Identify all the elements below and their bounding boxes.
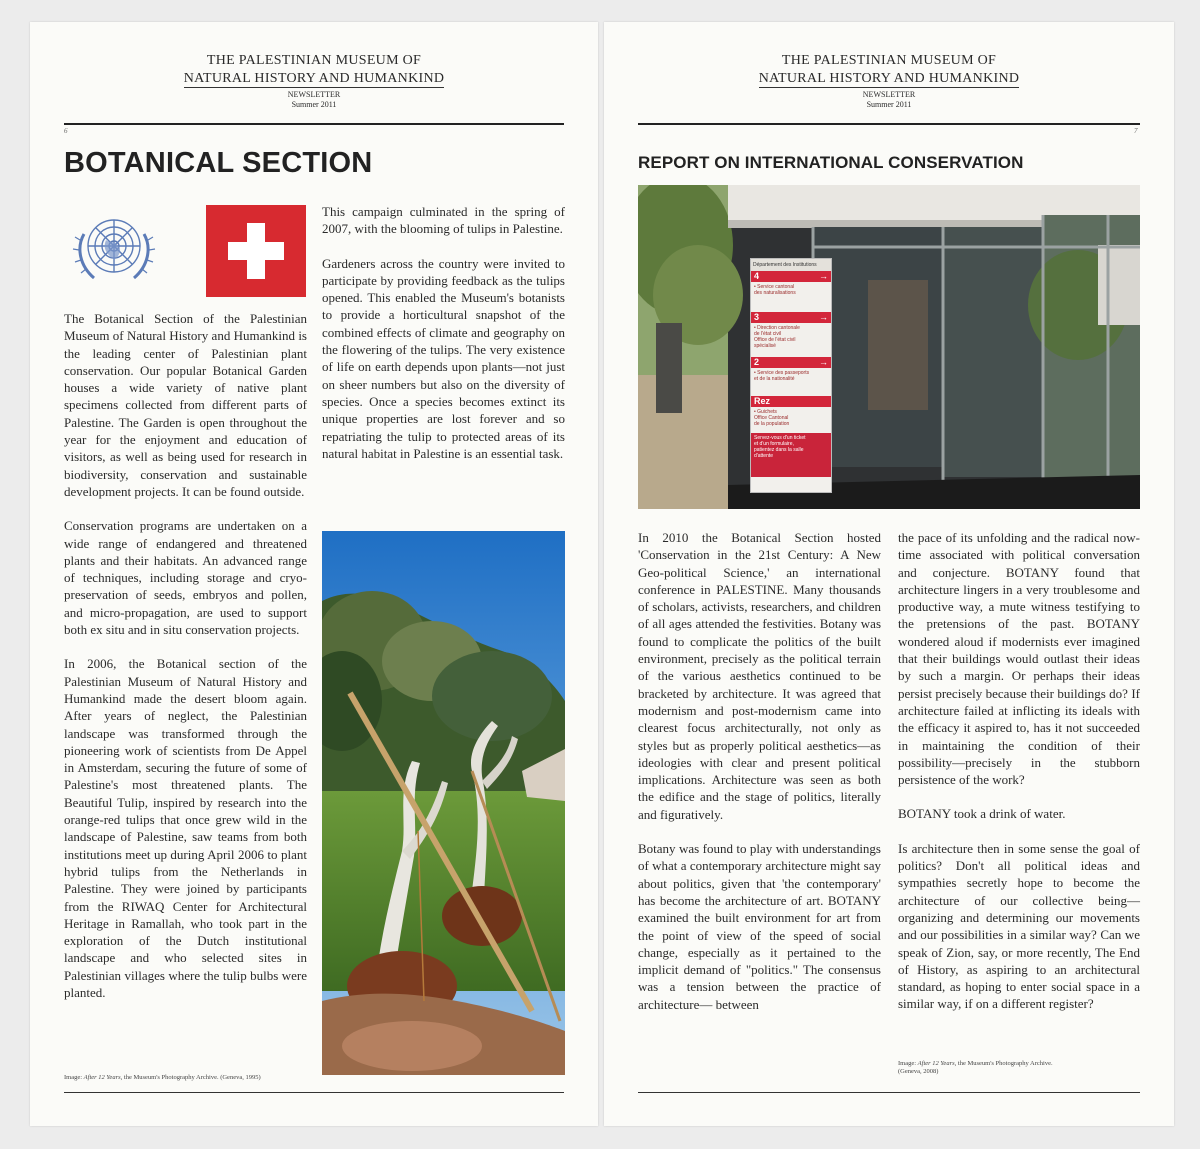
top-rule xyxy=(638,123,1140,125)
left-column-1 xyxy=(64,310,307,1018)
page-number: 6 xyxy=(64,127,68,135)
directory-sign xyxy=(750,258,832,493)
paragraph: In 2010 the Botanical Section hosted 'Conservation in the 21st Century: A New Geo-political Science,' an international conference in PALESTINE. Many thousands of scholars, activists, researchers, and children of all ages attended the festivities. Botany was found to complicate the politics of the built environment, precisely as the political terrain of the various aesthetics continued to be bracketed by architecture. It was agreed that modernism and post-modernism came into clearest focus architecturally, not only as styles but as properly political aesthetics—as ideologies with clear and present political implications. Architecture was seen as both the edifice and the stage of politics, literally and figuratively. xyxy=(638,530,881,822)
sign-floor: 4 → • Service cantonal des naturalisations xyxy=(751,271,831,312)
swiss-flag-icon xyxy=(206,205,306,297)
building-entrance-photo xyxy=(638,185,1140,509)
section-title: BOTANICAL SECTION xyxy=(64,147,373,179)
masthead-line2: NATURAL HISTORY AND HUMANKIND xyxy=(758,71,1020,86)
masthead xyxy=(30,52,598,110)
right-column-2 xyxy=(898,529,1140,1030)
left-page xyxy=(30,22,598,1126)
masthead-line2: NATURAL HISTORY AND HUMANKIND xyxy=(183,71,445,86)
sign-footer: Servez-vous d'un ticket et d'un formulaire, patientez dans la salle d'attente xyxy=(751,433,831,477)
paragraph: Botany was found to play with understandings of what a contemporary architecture might say about politics, given that 'the contemporary' has become the architecture of art. BOTANY examined the built environment for art from the point of view of the speed of social change, especially as it pertained to the implicit demand of "politics." The consensus was a tension between the practice of architecture— between xyxy=(638,841,881,1012)
masthead-newsletter: NEWSLETTER xyxy=(287,90,341,99)
masthead-line1: THE PALESTINIAN MUSEUM OF xyxy=(206,53,422,68)
bottom-rule xyxy=(64,1092,564,1093)
right-page xyxy=(604,22,1174,1126)
paragraph: the pace of its unfolding and the radical now-time associated with political conversation and conjecture. BOTANY found that architecture lingers in a very troublesome and productive way, a mute witness testifying to the pretensions of the past. BOTANY wondered aloud if modernists ever imagined that their buildings would outlast their ideas by such a margin. Or perhaps their ideas persist precisely because their buildings do? If architecture failed at inflicting its ideals with the efficacy it aspired to, has it not succeeded in maintaining the condition of their possibility—precisely in the stubborn persistence of the work? xyxy=(898,530,1140,788)
paragraph: This campaign culminated in the spring of 2007, with the blooming of tulips in Palestine. xyxy=(322,204,565,237)
photo-caption: Image: After 12 Years, the Museum's Photography Archive. (Geneva, 2008) xyxy=(898,1060,1053,1075)
masthead-season: Summer 2011 xyxy=(866,100,912,109)
section-title: REPORT ON INTERNATIONAL CONSERVATION xyxy=(638,153,1024,172)
sign-floor: 2 → • Service des passeports et de la nationalité xyxy=(751,357,831,396)
paragraph: Conservation programs are undertaken on a wide range of endangered and threatened plants and their habitats. An advanced range of techniques, including storage and cryo-preservation of seeds, embryos and pollen, and micro-propagation, are used to support both ex situ and in situ conservation projects. xyxy=(64,518,307,638)
page-number: 7 xyxy=(1134,127,1138,135)
sign-header: Département des Institutions xyxy=(751,259,831,271)
top-rule xyxy=(64,123,564,125)
masthead xyxy=(604,52,1174,110)
photo-caption: Image: After 12 Years, the Museum's Photography Archive. (Geneva, 1995) xyxy=(64,1074,261,1081)
masthead-newsletter: NEWSLETTER xyxy=(862,90,916,99)
paragraph: Gardeners across the country were invited to participate by providing feedback as the tulips opened. This enabled the Museum's botanists to provide a horticultural snapshot of the combined effects of climate and geography on the flowering of the tulips. The very existence of life on earth depends upon plants—not just on sheer numbers but also on the diversity of species. Once a species becomes extinct its unique properties are lost forever and so repatriating the tulip to protected areas of its natural habitat in Palestine is an essential task. xyxy=(322,255,565,461)
masthead-line1: THE PALESTINIAN MUSEUM OF xyxy=(781,53,997,68)
bottom-rule xyxy=(638,1092,1140,1093)
paragraph: BOTANY took a drink of water. xyxy=(898,806,1066,822)
paragraph: Is architecture then in some sense the goal of politics? Don't all political ideas and sympathies secretly hope to become the architecture of our collective being—organizing and determining our movements and our possibilities in a similar way? Can we speak of Zion, say, or more recently, The End of History, as aspiring to an architectural standard, as hoping to enter social space in a similar way, if on a different register? xyxy=(898,840,1140,1012)
olive-tree-photo xyxy=(322,531,565,1075)
masthead-season: Summer 2011 xyxy=(291,100,337,109)
paragraph: In 2006, the Botanical section of the Palestinian Museum of Natural History and Humankind made the desert bloom again. After years of neglect, the Palestinian landscape was transformed through the pioneering work of scientists from De Appel in Amsterdam, securing the future of some of Palestine's most threatened plants. The Beautiful Tulip, inspired by research into the orange-red tulips that once grew wild in the landscape of Palestine, saw teams from both institutions meet up during April 2006 to plant hybrid tulips from the Netherlands in Palestine. They were joined by participants from the RIWAQ Center for Architectural Heritage in Ramallah, who took part in the exploration of the Dutch institutional landscape and who selected sites in Palestinian villages where the tulip bulbs were planted. xyxy=(64,656,307,1000)
un-emblem-icon xyxy=(64,204,164,294)
sign-floor: Rez • Guichets Office Cantonal de la population xyxy=(751,396,831,433)
left-column-2 xyxy=(322,203,565,479)
paragraph: The Botanical Section of the Palestinian Museum of Natural History and Humankind is the leading center of Palestinian plant conservation. Our popular Botanical Garden houses a wide variety of native plant specimens collected from different parts of Palestine. The Garden is open throughout the year for the enjoyment and education of visitors, as well as being used for research in biodiversity, conservation and sustainable development projects. It can be found outside. xyxy=(64,311,307,499)
sign-floor: 3 → • Direction cantonale de l'état civil Office de l'état civil spécialisé xyxy=(751,312,831,357)
right-column-1 xyxy=(638,529,881,1030)
